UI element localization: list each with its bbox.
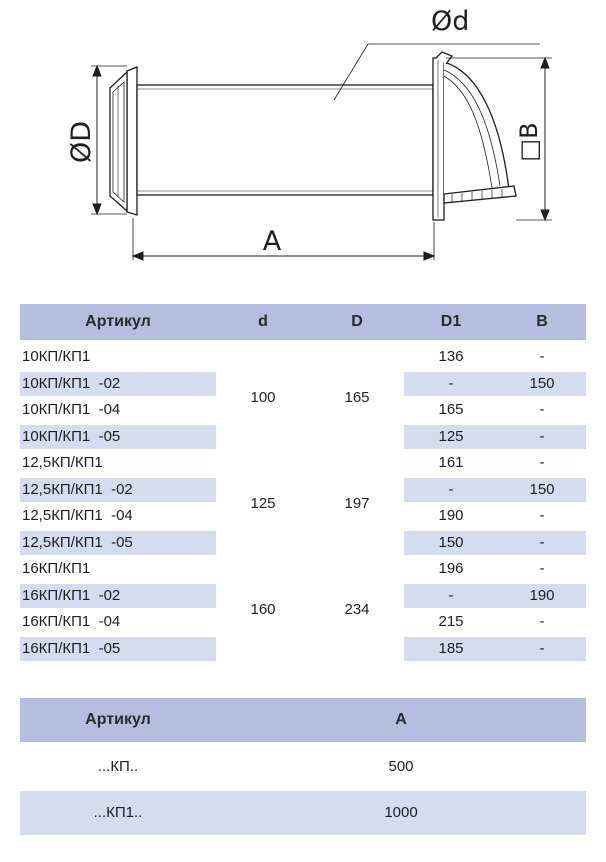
article-cell: 16КП/КП1 -04	[22, 613, 121, 630]
article-cell: 12,5КП/КП1 -05	[22, 533, 133, 551]
article-cell: 16КП/КП1 -02	[22, 586, 121, 604]
a-cell: 500	[388, 758, 414, 775]
article-cell: 10КП/КП1 -02	[22, 374, 121, 392]
d1-cell: 185	[438, 639, 464, 657]
article-cell: 10КП/КП1	[22, 348, 91, 365]
b-cell: -	[539, 613, 545, 630]
article-cell: 16КП/КП1	[22, 560, 91, 577]
outer-diameter-label: ØD	[66, 120, 97, 164]
d1-cell: 215	[438, 613, 464, 630]
article-cell: 12,5КП/КП1	[22, 454, 103, 471]
b-cell: 150	[529, 480, 555, 498]
diameter-d-label: Ød	[431, 6, 470, 37]
d1-cell: 190	[438, 507, 464, 524]
header-d: d	[258, 313, 268, 330]
group-d-value: 125	[250, 495, 276, 512]
article-cell: ...КП1..	[93, 804, 143, 821]
a-cell: 1000	[384, 804, 418, 821]
square-b-label: □B	[515, 122, 543, 162]
d1-cell: 125	[438, 427, 464, 445]
b-cell: 150	[529, 374, 555, 392]
table-row	[20, 791, 586, 835]
header-D: D	[351, 313, 363, 330]
table-row	[20, 451, 586, 475]
d1-cell: 196	[438, 560, 464, 577]
table-row	[20, 557, 586, 581]
d1-cell: -	[448, 374, 454, 392]
group-d-value: 100	[250, 389, 276, 406]
b-cell: -	[539, 348, 545, 365]
article-cell: 12,5КП/КП1 -02	[22, 480, 133, 498]
d1-cell: 165	[438, 401, 464, 418]
header-article: Артикул	[85, 313, 151, 330]
article-cell: 10КП/КП1 -05	[22, 427, 121, 445]
article-cell: ...КП..	[97, 758, 139, 775]
group-D-value: 197	[344, 495, 370, 512]
header-B: B	[536, 313, 548, 330]
table-row	[20, 345, 586, 369]
article-cell: 12,5КП/КП1 -04	[22, 507, 133, 524]
b-cell: -	[539, 401, 545, 418]
group-D-value: 234	[344, 601, 370, 618]
header-D1: D1	[440, 313, 462, 330]
d1-cell: -	[448, 480, 454, 498]
b-cell: -	[539, 639, 545, 657]
length-table-header	[20, 698, 586, 742]
table-row	[20, 637, 586, 661]
group-D-value: 165	[344, 389, 370, 406]
dimensions-table-header	[20, 304, 586, 340]
group-d-value: 160	[250, 601, 276, 618]
d1-cell: 161	[438, 454, 464, 471]
b-cell: -	[539, 533, 545, 551]
table-row	[20, 425, 586, 449]
table-row	[20, 531, 586, 555]
d1-cell: 136	[438, 348, 464, 365]
header-article: Артикул	[85, 711, 151, 728]
article-cell: 16КП/КП1 -05	[22, 639, 121, 657]
b-cell: -	[539, 454, 545, 471]
b-cell: -	[539, 427, 545, 445]
technical-drawing	[0, 0, 606, 290]
table-row	[20, 745, 586, 789]
d1-cell: 150	[438, 533, 464, 551]
b-cell: -	[539, 507, 545, 524]
d1-cell: -	[448, 586, 454, 604]
length-a-label: A	[262, 226, 282, 257]
article-cell: 10КП/КП1 -04	[22, 401, 121, 418]
header-A: A	[395, 711, 407, 728]
b-cell: -	[539, 560, 545, 577]
b-cell: 190	[529, 586, 555, 604]
